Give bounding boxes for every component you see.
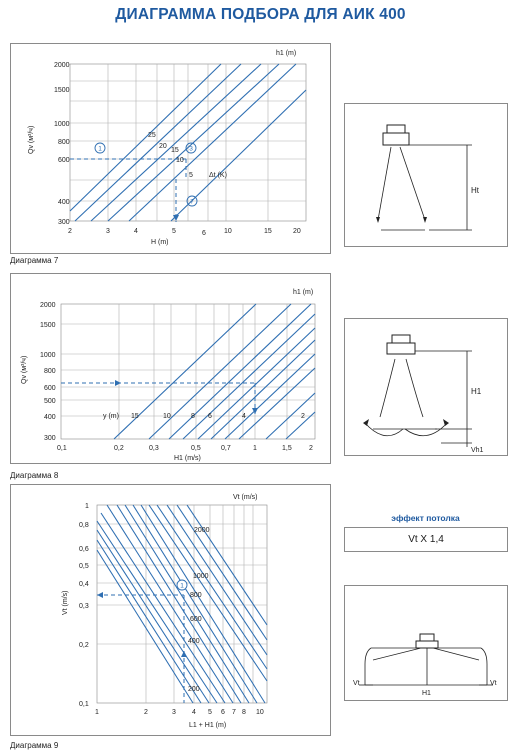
schematic-3-drawing — [345, 586, 507, 700]
schematic-2-label-v: Vh1 — [471, 447, 484, 454]
d8-line-label: y (m) — [103, 413, 119, 420]
d9-xtick: 1 — [95, 709, 99, 716]
d7-ytick: 300 — [58, 219, 70, 226]
d7-xlabel: H (m) — [151, 239, 169, 246]
page-title: ДИАГРАММА ПОДБОРА ДЛЯ АИК 400 — [115, 6, 406, 23]
d7-line-label: 15 — [171, 147, 179, 154]
diagram-7-panel — [10, 43, 331, 254]
d8-xlabel: H1 (m/s) — [174, 455, 201, 462]
d9-ytick: 1 — [85, 503, 89, 510]
d8-ytick: 500 — [44, 398, 56, 405]
schematic-2-label-h: H1 — [471, 387, 482, 396]
d9-ytick: 0,3 — [79, 603, 89, 610]
d9-marker: 1 — [180, 582, 184, 590]
diagram-9-chart — [11, 485, 330, 735]
d7-xtick: 6 — [202, 230, 206, 237]
schematic-1-panel — [344, 103, 508, 247]
schematic-1-label: Ht — [471, 186, 479, 195]
d9-ytick: 0,4 — [79, 581, 89, 588]
d7-ytick: 800 — [58, 139, 70, 146]
d9-xtick: 2 — [144, 709, 148, 716]
schematic-3-label-center: H1 — [422, 690, 431, 697]
d9-xtick: 3 — [172, 709, 176, 716]
d7-ytick: 2000 — [54, 62, 70, 69]
d9-line-label: 200 — [188, 686, 200, 693]
diagram-9-caption: Диаграмма 9 — [10, 741, 59, 750]
d9-line-label: 400 — [188, 638, 200, 645]
d7-ytick: 1500 — [54, 87, 70, 94]
effect-title: эффект потолка — [391, 513, 460, 523]
d9-xtick: 4 — [192, 709, 196, 716]
schematic-3-label-right: Vt — [490, 680, 497, 687]
d9-xtick: 6 — [221, 709, 225, 716]
d7-ytick: 600 — [58, 157, 70, 164]
d8-ytick: 300 — [44, 435, 56, 442]
d8-line-label: 6 — [208, 413, 212, 420]
d8-toplabel: h1 (m) — [293, 289, 314, 296]
d8-ytick: 2000 — [40, 302, 56, 309]
d7-marker: 1 — [98, 145, 102, 153]
d7-xtick: 20 — [293, 228, 301, 235]
d9-line-label: 600 — [190, 616, 202, 623]
d8-ytick: 400 — [44, 414, 56, 421]
d7-toplabel: h1 (m) — [276, 50, 297, 57]
d9-ytick: 0,6 — [79, 546, 89, 553]
schematic-2-panel — [344, 318, 508, 456]
d7-xtick: 15 — [264, 228, 272, 235]
d9-xlabel: L1 + H1 (m) — [189, 722, 227, 729]
schematic-1-drawing — [345, 104, 507, 246]
d8-xtick: 0,3 — [149, 445, 159, 452]
d9-ytick: 0,8 — [79, 522, 89, 529]
d7-ytick: 1000 — [54, 121, 70, 128]
d7-line-label: 20 — [159, 143, 167, 150]
d7-line-label: 5 — [189, 172, 193, 179]
d9-xtick: 7 — [232, 709, 236, 716]
d9-line-label: 800 — [190, 592, 202, 599]
d9-ylabel: Vt (m/s) — [62, 590, 69, 615]
d7-xtick: 2 — [68, 228, 72, 235]
d8-line-label: 10 — [163, 413, 171, 420]
d7-xtick: 4 — [134, 228, 138, 235]
d9-ytick: 0,1 — [79, 701, 89, 708]
d9-toplabel: Vt (m/s) — [233, 494, 258, 501]
d7-line-label: 25 — [148, 132, 156, 139]
d8-xtick: 0,2 — [114, 445, 124, 452]
diagram-8-panel — [10, 273, 331, 464]
d8-line-label: 4 — [242, 413, 246, 420]
d7-ytick: 400 — [58, 199, 70, 206]
d8-xtick: 0,7 — [221, 445, 231, 452]
schematic-3-panel — [344, 585, 508, 701]
d7-marker: 3 — [189, 145, 193, 153]
diagram-8-caption: Диаграмма 8 — [10, 471, 59, 480]
d9-line-label: 1000 — [193, 573, 209, 580]
schematic-3-label-left: Vt — [353, 680, 360, 687]
d7-xtick: 10 — [224, 228, 232, 235]
d8-ylabel: Qv (м³/ч) — [21, 355, 28, 384]
d7-ylabel: Qv (м³/ч) — [28, 125, 35, 154]
d8-ytick: 600 — [44, 385, 56, 392]
d8-ytick: 1000 — [40, 352, 56, 359]
d9-ytick: 0,2 — [79, 642, 89, 649]
d8-line-label: 15 — [131, 413, 139, 420]
schematic-2-drawing — [345, 319, 507, 455]
d9-xtick: 8 — [242, 709, 246, 716]
d8-line-label: 2 — [301, 413, 305, 420]
d7-xtick: 5 — [172, 228, 176, 235]
d8-xtick: 0,5 — [191, 445, 201, 452]
d8-xtick: 1 — [253, 445, 257, 452]
d8-xtick: 0,1 — [57, 445, 67, 452]
effect-formula: Vt X 1,4 — [344, 527, 508, 552]
d9-ytick: 0,5 — [79, 563, 89, 570]
diagram-9-panel — [10, 484, 331, 736]
d7-xtick: 3 — [106, 228, 110, 235]
d9-line-label: 2000 — [194, 527, 210, 534]
d8-xtick: 1,5 — [282, 445, 292, 452]
d9-xtick: 10 — [256, 709, 264, 716]
d7-marker: 7 — [190, 198, 194, 206]
d7-line-label: Δt (K) — [209, 172, 227, 179]
d8-line-label: 8 — [191, 413, 195, 420]
diagram-7-caption: Диаграмма 7 — [10, 256, 59, 265]
d9-xtick: 5 — [208, 709, 212, 716]
diagram-7-chart — [11, 44, 330, 253]
d7-line-label: 10 — [176, 157, 184, 164]
d8-ytick: 1500 — [40, 322, 56, 329]
diagram-8-chart — [11, 274, 330, 463]
d8-ytick: 800 — [44, 368, 56, 375]
d8-xtick: 2 — [309, 445, 313, 452]
